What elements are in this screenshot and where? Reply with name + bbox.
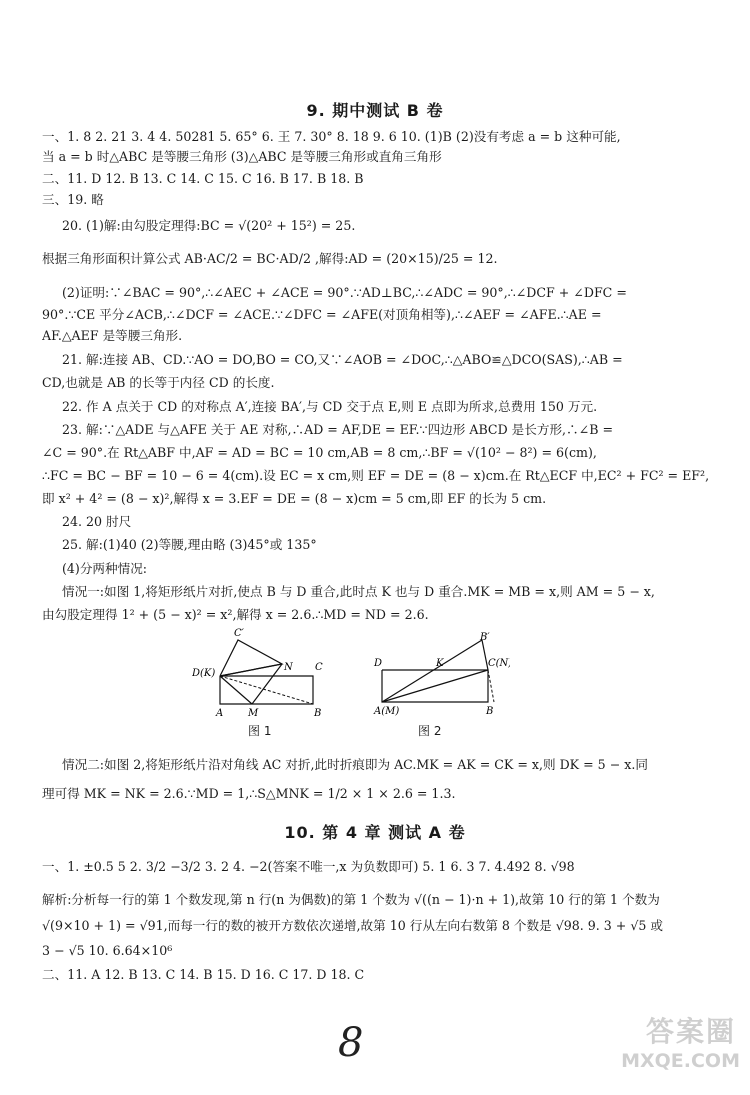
figure-1-diagram xyxy=(192,624,332,720)
answer-line: 根据三角形面积计算公式 AB·AC/2 = BC·AD/2 ,解得:AD = (20×15)/25 = 12. xyxy=(42,251,498,266)
answer-line: 即 x² + 4² = (8 − x)²,解得 x = 3.EF = DE = (8 − x)cm = 5 cm,即 EF 的长为 5 cm. xyxy=(42,491,547,506)
answer-line: 3 − √5 10. 6.64×10⁶ xyxy=(42,943,173,958)
fig1-label: C xyxy=(315,662,323,673)
answer-line: 由勾股定理得 1² + (5 − x)² = x²,解得 x = 2.6.∴MD = ND = 2.6. xyxy=(42,607,429,622)
answer-line: ∴FC = BC − BF = 10 − 6 = 4(cm).设 EC = x cm,则 EF = DE = (8 − x)cm.在 Rt△ECF 中,EC² + FC² = EF², xyxy=(42,468,710,483)
answer-line: 解析:分析每一行的第 1 个数发现,第 n 行(n 为偶数)的第 1 个数为 √((n − 1)·n + 1),故第 10 行的第 1 个数为 xyxy=(42,892,660,907)
answer-line: ∠C = 90°.在 Rt△ABF 中,AF = AD = BC = 10 cm,AB = 8 cm,∴BF = √(10² − 8²) = 6(cm), xyxy=(42,445,597,460)
figure-2-diagram xyxy=(370,630,510,720)
answer-line: 一、1. ±0.5 5 2. 3/2 −3/2 3. 2 4. −2(答案不唯一,x 为负数即可) 5. 1 6. 3 7. 4.492 8. √98 xyxy=(42,859,575,874)
answer-line: 90°.∵CE 平分∠ACB,∴∠DCF = ∠ACE.∵∠DFC = ∠AFE(对顶角相等),∴∠AEF = ∠AFE.∴AE = xyxy=(42,307,602,322)
fig2-label: D xyxy=(374,658,383,669)
answer-line: 情况一:如图 1,将矩形纸片对折,使点 B 与 D 重合,此时点 K 也与 D 重合.MK = MB = x,则 AM = 5 − x, xyxy=(62,584,655,599)
answer-line: 二、11. A 12. B 13. C 14. B 15. D 16. C 17. D 18. C xyxy=(42,967,365,982)
fig1-label: C′ xyxy=(234,628,244,639)
fig2-label: A(M) xyxy=(374,706,400,717)
fig1-label: B xyxy=(314,708,322,719)
answer-line: 当 a = b 时△ABC 是等腰三角形 (3)△ABC 是等腰三角形或直角三角形 xyxy=(42,149,442,164)
fig1-label: A xyxy=(216,708,224,719)
answer-line: 21. 解:连接 AB、CD.∵AO = DO,BO = CO,又∵∠AOB = ∠DOC,∴△ABO≌△DCO(SAS),∴AB = xyxy=(62,352,623,367)
figure-2-caption: 图 2 xyxy=(418,724,442,738)
fig1-label: N xyxy=(284,662,293,673)
answer-line: (2)证明:∵∠BAC = 90°,∴∠AEC + ∠ACE = 90°.∵AD⊥BC,∴∠ADC = 90°,∴∠DCF + ∠DFC = xyxy=(62,285,627,300)
answer-line: 23. 解:∵△ADE 与△AFE 关于 AE 对称,∴AD = AF,DE = EF.∵四边形 ABCD 是长方形,∴∠B = xyxy=(62,422,614,437)
answer-line: 25. 解:(1)40 (2)等腰,理由略 (3)45°或 135° xyxy=(62,537,317,552)
figure-1-caption: 图 1 xyxy=(248,724,272,738)
answer-line: 20. (1)解:由勾股定理得:BC = √(20² + 15²) = 25. xyxy=(62,218,356,233)
watermark-text: 答案圈 xyxy=(645,1015,736,1048)
section-10-title: 10. 第 4 章 测试 A 卷 xyxy=(284,823,466,842)
answer-line: 24. 20 肘尺 xyxy=(62,514,132,529)
fig1-label: D(K) xyxy=(192,668,216,679)
watermark-logo xyxy=(612,1010,740,1082)
fig2-label: B′ xyxy=(480,632,490,643)
fig2-label: C(N) xyxy=(488,658,510,669)
answer-line: AF.△AEF 是等腰三角形. xyxy=(42,328,183,343)
answer-line: 理可得 MK = NK = 2.6.∵MD = 1,∴S△MNK = 1/2 × 1 × 2.6 = 1.3. xyxy=(42,786,456,801)
section-9-title: 9. 期中测试 B 卷 xyxy=(306,101,444,120)
fig2-label: K xyxy=(436,658,444,669)
answer-line: 三、19. 略 xyxy=(42,192,104,207)
answer-line: 情况二:如图 2,将矩形纸片沿对角线 AC 对折,此时折痕即为 AC.MK = AK = CK = x,则 DK = 5 − x.同 xyxy=(62,757,648,772)
answer-line: 22. 作 A 点关于 CD 的对称点 A′,连接 BA′,与 CD 交于点 E,则 E 点即为所求,总费用 150 万元. xyxy=(62,399,598,414)
answer-line: (4)分两种情况: xyxy=(62,561,148,576)
page-number: 8 xyxy=(338,1020,364,1066)
fig1-label: M xyxy=(248,708,259,719)
answer-line: 一、1. 8 2. 21 3. 4 4. 50281 5. 65° 6. 王 7. 30° 8. 18 9. 6 10. (1)B (2)没有考虑 a = b 这种可能, xyxy=(42,129,621,144)
answer-line: √(9×10 + 1) = √91,而每一行的数的被开方数依次递增,故第 10 行从左向右数第 8 个数是 √98. 9. 3 + √5 或 xyxy=(42,918,663,933)
answer-line: CD,也就是 AB 的长等于内径 CD 的长度. xyxy=(42,375,275,390)
answer-line: 二、11. D 12. B 13. C 14. C 15. C 16. B 17. B 18. B xyxy=(42,171,364,186)
watermark-url: MXQE.COM xyxy=(621,1050,740,1072)
fig2-label: B xyxy=(486,706,494,717)
